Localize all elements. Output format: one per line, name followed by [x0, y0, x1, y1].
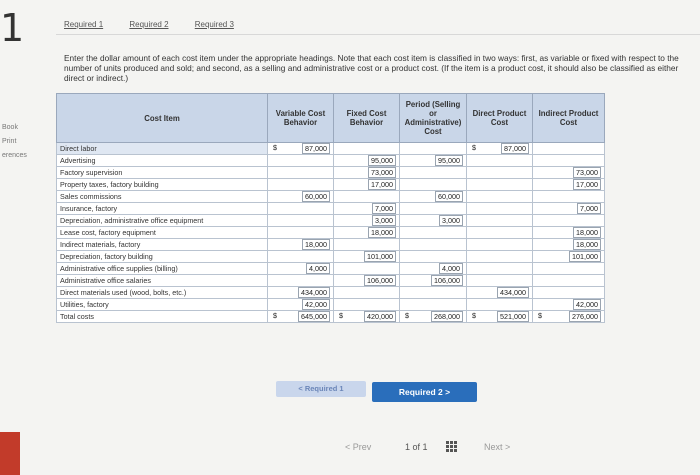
- left-nav: [0, 95, 34, 163]
- required-2-button[interactable]: Required 2 >: [372, 382, 477, 402]
- cost-item-cell[interactable]: Factory supervision: [57, 167, 268, 179]
- fixed-cost-input[interactable]: [334, 275, 400, 287]
- cell-value: 60,000: [435, 191, 463, 202]
- required-1-button[interactable]: < Required 1: [276, 381, 366, 397]
- header-variable-cost: Variable Cost Behavior: [268, 94, 334, 143]
- cell-value: 95,000: [368, 155, 396, 166]
- cell-value: 101,000: [569, 251, 601, 262]
- variable-cost-input[interactable]: [268, 299, 334, 311]
- cell-value: 3,000: [439, 215, 463, 226]
- cost-item-cell[interactable]: Direct materials used (wood, bolts, etc.): [57, 287, 268, 299]
- variable-cost-input[interactable]: [268, 155, 334, 167]
- page-number: 1: [0, 6, 25, 50]
- direct-product-cost-input[interactable]: [467, 251, 533, 263]
- period-cost-input[interactable]: [400, 287, 467, 299]
- fixed-cost-input[interactable]: [334, 215, 400, 227]
- direct-product-cost-input[interactable]: [467, 287, 533, 299]
- indirect-product-cost-input[interactable]: [533, 143, 605, 155]
- table-row: [57, 263, 605, 275]
- currency-symbol: $: [538, 311, 542, 320]
- currency-symbol: $: [472, 143, 476, 152]
- tab-required-1[interactable]: Required 1: [64, 20, 104, 29]
- table-row: [57, 251, 605, 263]
- indirect-product-cost-input[interactable]: [533, 263, 605, 275]
- header-period-cost: Period (Selling or Administrative) Cost: [400, 94, 467, 143]
- totals-row: [57, 311, 605, 323]
- period-cost-input[interactable]: [400, 299, 467, 311]
- cell-value: 18,000: [368, 227, 396, 238]
- table-row: [57, 239, 605, 251]
- cell-value: 73,000: [368, 167, 396, 178]
- table-row: [57, 203, 605, 215]
- totals-label: Total costs: [57, 311, 268, 323]
- variable-cost-input[interactable]: [268, 179, 334, 191]
- indirect-product-cost-input[interactable]: [533, 155, 605, 167]
- cost-item-cell[interactable]: Property taxes, factory building: [57, 179, 268, 191]
- cell-value: 7,000: [372, 203, 396, 214]
- grid-icon[interactable]: [446, 441, 457, 452]
- variable-cost-input[interactable]: [268, 275, 334, 287]
- total-indirect-product-cost: [533, 311, 605, 323]
- currency-symbol: $: [273, 311, 277, 320]
- currency-symbol: $: [339, 311, 343, 320]
- cell-value: 101,000: [364, 251, 396, 262]
- direct-product-cost-input[interactable]: [467, 227, 533, 239]
- cell-value: 73,000: [573, 167, 601, 178]
- direct-product-cost-input[interactable]: [467, 275, 533, 287]
- fixed-cost-input[interactable]: [334, 167, 400, 179]
- fixed-cost-input[interactable]: [334, 287, 400, 299]
- variable-cost-input[interactable]: [268, 215, 334, 227]
- cell-value: 4,000: [306, 263, 330, 274]
- instructions-text: Enter the dollar amount of each cost item under the appropriate headings. Note that each cost item is classified in two ways: first, as variable or fixed with respect to the number of units produced and sold; and second, as a selling and administrative cost or a product cost. (If the item is a product cost, it should also be classified as either direct or indirect.): [64, 53, 679, 83]
- variable-cost-input[interactable]: [268, 167, 334, 179]
- period-cost-input[interactable]: [400, 167, 467, 179]
- period-cost-input[interactable]: [400, 239, 467, 251]
- table-row: [57, 275, 605, 287]
- period-cost-input[interactable]: [400, 275, 467, 287]
- cell-value: 106,000: [364, 275, 396, 286]
- total-variable-cost: [268, 311, 334, 323]
- header-fixed-cost: Fixed Cost Behavior: [334, 94, 400, 143]
- table-row: [57, 167, 605, 179]
- variable-cost-input[interactable]: [268, 239, 334, 251]
- indirect-product-cost-input[interactable]: [533, 239, 605, 251]
- currency-symbol: $: [472, 311, 476, 320]
- period-cost-input[interactable]: [400, 143, 467, 155]
- cell-value: 18,000: [302, 239, 330, 250]
- cost-item-cell[interactable]: Indirect materials, factory: [57, 239, 268, 251]
- cell-value: 17,000: [368, 179, 396, 190]
- cell-value: 87,000: [302, 143, 330, 154]
- fixed-cost-input[interactable]: [334, 203, 400, 215]
- fixed-cost-input[interactable]: [334, 263, 400, 275]
- fixed-cost-input[interactable]: [334, 155, 400, 167]
- period-cost-input[interactable]: [400, 215, 467, 227]
- cost-item-cell[interactable]: Depreciation, factory building: [57, 251, 268, 263]
- total-value: 521,000: [497, 311, 529, 322]
- next-button[interactable]: Next >: [484, 442, 511, 452]
- variable-cost-input[interactable]: [268, 143, 334, 155]
- total-period-cost: [400, 311, 467, 323]
- direct-product-cost-input[interactable]: [467, 203, 533, 215]
- cost-classification-table: [56, 93, 605, 323]
- cell-value: 17,000: [573, 179, 601, 190]
- indirect-product-cost-input[interactable]: [533, 191, 605, 203]
- table-row: [57, 227, 605, 239]
- direct-product-cost-input[interactable]: [467, 263, 533, 275]
- header-direct-product-cost: Direct Product Cost: [467, 94, 533, 143]
- indirect-product-cost-input[interactable]: [533, 275, 605, 287]
- cell-value: 18,000: [573, 239, 601, 250]
- requirement-tabs: [64, 20, 258, 29]
- period-cost-input[interactable]: [400, 155, 467, 167]
- indirect-product-cost-input[interactable]: [533, 287, 605, 299]
- cell-value: 106,000: [431, 275, 463, 286]
- table-row: [57, 191, 605, 203]
- period-cost-input[interactable]: [400, 203, 467, 215]
- page-indicator: 1 of 1: [405, 442, 428, 452]
- cost-item-cell[interactable]: Lease cost, factory equipment: [57, 227, 268, 239]
- tabs-divider: [56, 34, 700, 35]
- direct-product-cost-input[interactable]: [467, 143, 533, 155]
- total-fixed-cost: [334, 311, 400, 323]
- cost-item-cell[interactable]: Sales commissions: [57, 191, 268, 203]
- left-nav-references[interactable]: erences: [2, 152, 27, 159]
- left-nav-print[interactable]: Print: [2, 138, 17, 145]
- total-direct-product-cost: [467, 311, 533, 323]
- indirect-product-cost-input[interactable]: [533, 179, 605, 191]
- cell-value: 3,000: [372, 215, 396, 226]
- left-nav-book[interactable]: Book: [2, 124, 18, 131]
- cost-item-cell[interactable]: Administrative office salaries: [57, 275, 268, 287]
- table-row: [57, 215, 605, 227]
- cost-item-cell[interactable]: Insurance, factory: [57, 203, 268, 215]
- variable-cost-input[interactable]: [268, 227, 334, 239]
- total-value: 420,000: [364, 311, 396, 322]
- indirect-product-cost-input[interactable]: [533, 227, 605, 239]
- total-value: 276,000: [569, 311, 601, 322]
- variable-cost-input[interactable]: [268, 251, 334, 263]
- fixed-cost-input[interactable]: [334, 227, 400, 239]
- header-indirect-product-cost: Indirect Product Cost: [533, 94, 605, 143]
- table-row: [57, 143, 605, 155]
- tab-required-3[interactable]: Required 3: [194, 20, 234, 29]
- table-row: [57, 299, 605, 311]
- indirect-product-cost-input[interactable]: [533, 215, 605, 227]
- cost-item-cell[interactable]: Advertising: [57, 155, 268, 167]
- cell-value: 7,000: [577, 203, 601, 214]
- direct-product-cost-input[interactable]: [467, 299, 533, 311]
- direct-product-cost-input[interactable]: [467, 191, 533, 203]
- variable-cost-input[interactable]: [268, 191, 334, 203]
- direct-product-cost-input[interactable]: [467, 239, 533, 251]
- cell-value: 42,000: [302, 299, 330, 310]
- prev-button[interactable]: < Prev: [345, 442, 372, 452]
- fixed-cost-input[interactable]: [334, 299, 400, 311]
- period-cost-input[interactable]: [400, 263, 467, 275]
- table-row: [57, 287, 605, 299]
- indirect-product-cost-input[interactable]: [533, 251, 605, 263]
- currency-symbol: $: [405, 311, 409, 320]
- cell-value: 18,000: [573, 227, 601, 238]
- period-cost-input[interactable]: [400, 179, 467, 191]
- indirect-product-cost-input[interactable]: [533, 167, 605, 179]
- table-row: [57, 179, 605, 191]
- period-cost-input[interactable]: [400, 251, 467, 263]
- indirect-product-cost-input[interactable]: [533, 299, 605, 311]
- indirect-product-cost-input[interactable]: [533, 203, 605, 215]
- cell-value: 42,000: [573, 299, 601, 310]
- corner-badge: [0, 432, 20, 475]
- cell-value: 434,000: [497, 287, 529, 298]
- currency-symbol: $: [273, 143, 277, 152]
- direct-product-cost-input[interactable]: [467, 179, 533, 191]
- cost-item-cell[interactable]: Depreciation, administrative office equipment: [57, 215, 268, 227]
- tab-required-2[interactable]: Required 2: [129, 20, 169, 29]
- direct-product-cost-input[interactable]: [467, 155, 533, 167]
- variable-cost-input[interactable]: [268, 287, 334, 299]
- period-cost-input[interactable]: [400, 227, 467, 239]
- period-cost-input[interactable]: [400, 191, 467, 203]
- variable-cost-input[interactable]: [268, 203, 334, 215]
- cell-value: 4,000: [439, 263, 463, 274]
- fixed-cost-input[interactable]: [334, 239, 400, 251]
- cell-value: 60,000: [302, 191, 330, 202]
- cell-value: 434,000: [298, 287, 330, 298]
- total-value: 645,000: [298, 311, 330, 322]
- direct-product-cost-input[interactable]: [467, 167, 533, 179]
- table-row: [57, 155, 605, 167]
- variable-cost-input[interactable]: [268, 263, 334, 275]
- direct-product-cost-input[interactable]: [467, 215, 533, 227]
- fixed-cost-input[interactable]: [334, 143, 400, 155]
- cost-item-cell[interactable]: Direct labor: [57, 143, 268, 155]
- cell-value: 87,000: [501, 143, 529, 154]
- fixed-cost-input[interactable]: [334, 251, 400, 263]
- header-cost-item: Cost Item: [57, 94, 268, 143]
- cost-item-cell[interactable]: Administrative office supplies (billing): [57, 263, 268, 275]
- cell-value: 95,000: [435, 155, 463, 166]
- cost-item-cell[interactable]: Utilities, factory: [57, 299, 268, 311]
- fixed-cost-input[interactable]: [334, 179, 400, 191]
- fixed-cost-input[interactable]: [334, 191, 400, 203]
- total-value: 268,000: [431, 311, 463, 322]
